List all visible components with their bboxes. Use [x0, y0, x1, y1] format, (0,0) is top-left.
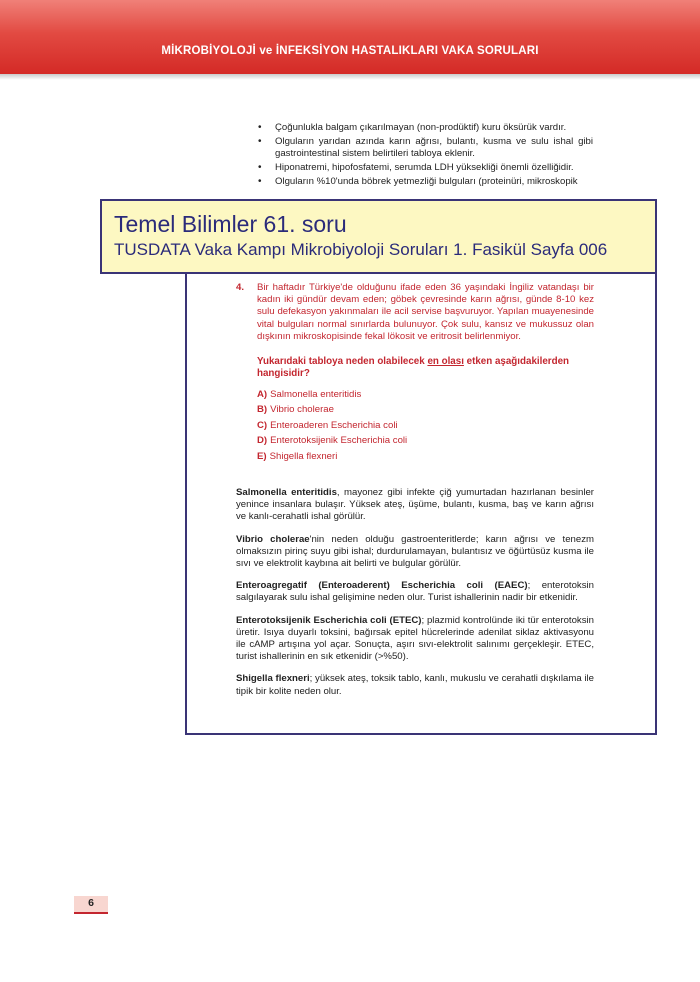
option-letter: B) — [257, 404, 268, 416]
explanation-shigella — [236, 673, 594, 697]
explanation-term: Enterotoksijenik Escherichia coli (ETEC) — [236, 614, 422, 626]
option-letter: D) — [257, 435, 268, 447]
explanation-text: 'nin neden olduğu gastroenteritlerde; karın ağrısı ve tenezm olmaksızın pirinç suyu gibi ishal; durdurulamayan, bulantısız ve öğürtüsüz kusma ile sıvı ve elektrolit kaybına ait belirti ve bulgular görülür. — [236, 533, 594, 570]
header-band — [0, 0, 700, 74]
option-b[interactable] — [257, 402, 594, 418]
question-number: 4. — [236, 282, 245, 293]
bullet-list — [258, 122, 593, 190]
explanation-block — [236, 487, 594, 708]
page-number: 6 — [88, 897, 94, 909]
question-block — [236, 282, 594, 464]
option-text: Shigella flexneri — [269, 450, 338, 462]
option-e[interactable] — [257, 449, 594, 465]
explanation-salmonella — [236, 487, 594, 524]
option-c[interactable] — [257, 418, 594, 434]
explanation-term: Vibrio cholerae — [236, 533, 310, 545]
explanation-text: ; plazmid kontrolünde iki tür enterotoksin üretir. Isıya duyarlı toksini, bağırsak epitel hücrelerinde adenilat siklaz aktivasyonu ile cAMP artışına yol açar. Sonuçta, aşırı sıvı-elektrolit salınımı gerçekleşir. ETEC, turist ishallerinin en sık etkenidir (>%50). — [236, 614, 594, 663]
bullet-item: • Olguların yarıdan azında karın ağrısı, bulantı, kusma ve sulu ishal gibi gastrointestinal sistem belirtileri tabloya eklenir. — [258, 136, 593, 160]
prompt-text-before: Yukarıdaki tabloya neden olabilecek — [257, 356, 428, 368]
option-letter: C) — [257, 419, 268, 431]
option-a[interactable] — [257, 387, 594, 403]
source-overlay — [100, 199, 657, 274]
header-shadow — [0, 74, 700, 80]
option-d[interactable] — [257, 433, 594, 449]
page-number-box — [74, 896, 108, 914]
explanation-text: ; enterotoksin salgılayarak sulu ishal gelişimine neden olur. Turist ishallerinin nadir bir etkenidir. — [236, 580, 594, 604]
overlay-title: Temel Bilimler 61. soru — [114, 211, 347, 237]
bullet-item: • Çoğunlukla balgam çıkarılmayan (non-prodüktif) kuru öksürük vardır. — [258, 122, 593, 134]
option-text: Enteroaderen Escherichia coli — [270, 419, 398, 431]
option-letter: A) — [257, 388, 268, 400]
question-stem: Bir haftadır Türkiye'de olduğunu ifade eden 36 yaşındaki İngiliz vatandaşı bir kadın iki gündür devam eden; göbek çevresinde karın ağrısı, günde 8-10 kez sulu defekasyon yakınmaları ile acil servise başvuruyor. Yapılan muayenesinde vital bulguları normal sınırlarda bulunuyor. Çok sulu, kansız ve mukussuz olan dışkının mikroskopisinde fekal lökosit ve eritrosit belirlenmiyor. — [257, 282, 594, 342]
prompt-underlined-text: en olası — [427, 356, 464, 368]
option-text: Salmonella enteritidis — [270, 388, 362, 400]
explanation-term: Salmonella enteritidis — [236, 487, 337, 498]
explanation-term: Shigella flexneri — [236, 673, 310, 685]
bullet-item: • Hiponatremi, hipofosfatemi, serumda LDH yüksekliği önemli özelliğidir. — [258, 162, 593, 174]
explanation-text: ; yüksek ateş, toksik tablo, kanlı, mukuslu ve cerahatli dışkılama ile tipik bir kolite neden olur. — [236, 673, 594, 697]
question-prompt — [257, 356, 594, 381]
option-text: Enterotoksijenik Escherichia coli — [270, 435, 408, 447]
option-text: Vibrio cholerae — [270, 404, 334, 416]
answer-options — [257, 387, 594, 465]
explanation-vibrio — [236, 534, 594, 571]
header-title: MİKROBİYOLOJİ ve İNFEKSİYON HASTALIKLARI VAKA SORULARI — [161, 45, 539, 57]
explanation-text: , mayonez gibi infekte çiğ yumurtadan hazırlanan besinler yenince insanlara bulaşır. Yüksek ateş, üşüme, bulantı, kusma, baş ve karın ağrısı ve kanlı-cerahatli ishal görülür. — [236, 487, 594, 523]
explanation-etec — [236, 615, 594, 664]
option-letter: E) — [257, 450, 267, 462]
bullet-item: • Olguların %10'unda böbrek yetmezliği bulguları (proteinüri, mikroskopik — [258, 176, 593, 188]
overlay-subtitle: TUSDATA Vaka Kampı Mikrobiyoloji Soruları 1. Fasikül Sayfa 006 — [114, 240, 608, 259]
explanation-term: Enteroagregatif (Enteroaderent) Escherichia coli (EAEC) — [236, 580, 528, 592]
explanation-eaec — [236, 580, 594, 604]
prompt-text-after: etken aşağıdakilerden hangisidir? — [257, 356, 570, 380]
